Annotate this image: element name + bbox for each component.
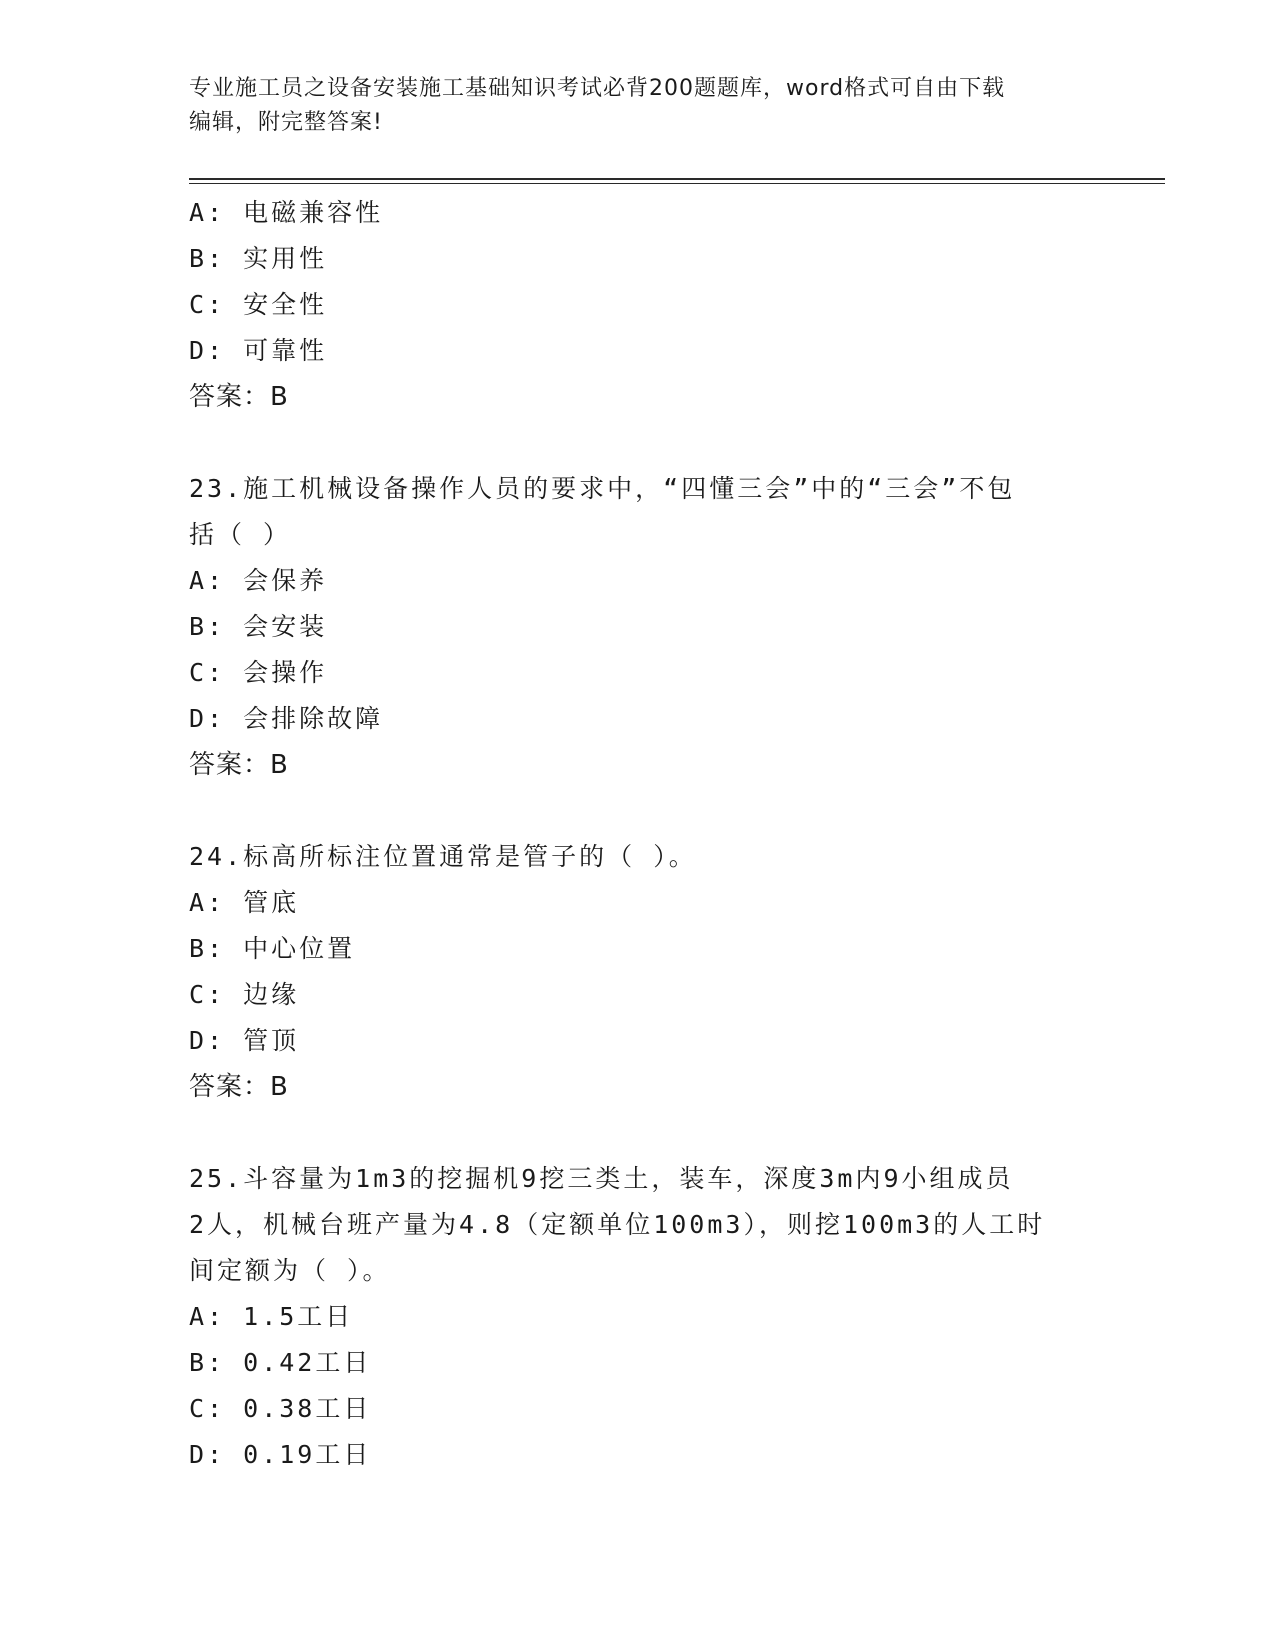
question-stem-line-1: 25.斗容量为1m3的挖掘机9挖三类土，装车，深度3m内9小组成员 xyxy=(189,1164,1014,1193)
option-d: D: 会排除故障 xyxy=(189,704,384,733)
answer-line: 答案：B xyxy=(189,382,289,412)
question-stem-line-2: 括（ ） xyxy=(189,520,292,549)
option-b: B: 实用性 xyxy=(189,244,328,273)
question-24 xyxy=(189,834,1089,1110)
option-b: B: 中心位置 xyxy=(189,934,356,963)
question-stem-line-2: 2人，机械台班产量为4.8（定额单位100m3），则挖100m3的人工时 xyxy=(189,1210,1046,1239)
question-spacer xyxy=(189,420,1089,466)
header-title-line-1: 专业施工员之设备安装施工基础知识考试必背200题题库，word格式可自由下载 xyxy=(189,76,1006,101)
option-a: A: 管底 xyxy=(189,888,300,917)
option-c: C: 0.38工日 xyxy=(189,1394,372,1423)
question-25 xyxy=(189,1156,1089,1478)
answer-line: 答案：B xyxy=(189,1072,289,1102)
answer-line: 答案：B xyxy=(189,750,289,780)
question-stem-line-1: 23.施工机械设备操作人员的要求中，“四懂三会”中的“三会”不包 xyxy=(189,474,1016,503)
option-d: D: 0.19工日 xyxy=(189,1440,372,1469)
option-c: C: 会操作 xyxy=(189,658,328,687)
option-c: C: 边缘 xyxy=(189,980,300,1009)
question-spacer xyxy=(189,788,1089,834)
option-a: A: 会保养 xyxy=(189,566,328,595)
option-c: C: 安全性 xyxy=(189,290,328,319)
question-stem-line-1: 24.标高所标注位置通常是管子的（ ）。 xyxy=(189,842,697,871)
question-list xyxy=(189,190,1089,1478)
question-22 xyxy=(189,190,1089,420)
option-b: B: 会安装 xyxy=(189,612,328,641)
header-divider-thick xyxy=(189,178,1165,180)
header-title-line-2: 编辑，附完整答案! xyxy=(189,110,383,135)
option-a: A: 电磁兼容性 xyxy=(189,198,384,227)
question-23 xyxy=(189,466,1089,788)
header-divider-thin xyxy=(189,183,1165,184)
question-spacer xyxy=(189,1110,1089,1156)
option-b: B: 0.42工日 xyxy=(189,1348,372,1377)
question-stem-line-3: 间定额为（ ）。 xyxy=(189,1256,391,1285)
option-d: D: 管顶 xyxy=(189,1026,300,1055)
option-d: D: 可靠性 xyxy=(189,336,328,365)
document-header xyxy=(189,72,1089,140)
option-a: A: 1.5工日 xyxy=(189,1302,354,1331)
